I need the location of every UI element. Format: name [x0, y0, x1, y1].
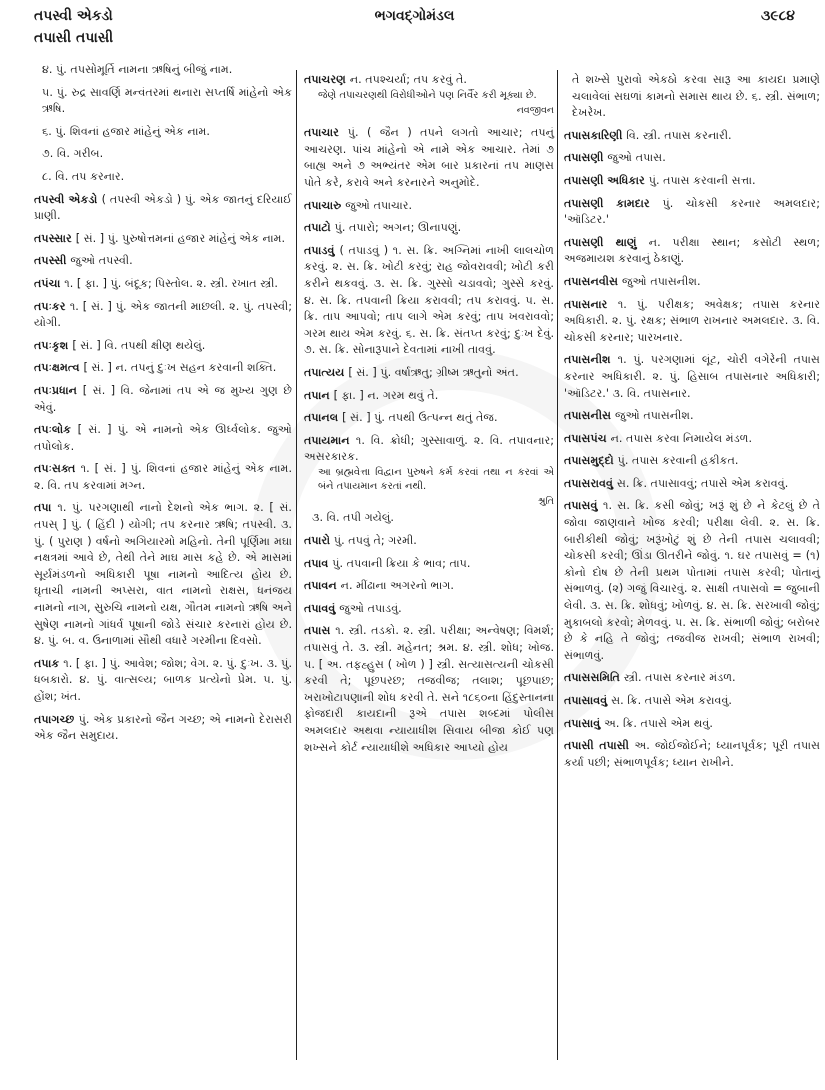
entry-definition: [ સં. ] પું. તપથી ઉત્પન્ન થતું તેજ.: [342, 411, 498, 425]
entry-headword: તપા: [34, 501, 58, 515]
entry-headword: તપાસનવીસ: [564, 274, 622, 288]
entry-definition: પું. તપારો; અગન; ઊનાપણું.: [334, 221, 462, 235]
entry-definition: [ સં. ] વિ. તપથી ક્ષીણ થયેલું.: [72, 338, 206, 352]
dictionary-entry: [564, 738, 820, 771]
entry-headword: તપારો: [304, 534, 334, 548]
entry-quote: જેણે તપાચરણથી વિરોધીઓને પણ નિર્વૈર કરી મૂક્યા છે.: [318, 89, 537, 101]
dictionary-entry: [34, 656, 292, 706]
dictionary-entry: [564, 196, 820, 229]
dictionary-entry: [304, 623, 554, 756]
dictionary-entry: [304, 410, 554, 427]
entry-definition: જુઓ તપાસનીશ.: [614, 409, 694, 423]
entry-definition: જુઓ તપાડવું.: [339, 601, 402, 615]
entry-definition: પું. તપાસ કરવાની સત્તા.: [648, 173, 756, 187]
column-divider: [296, 70, 297, 1060]
entry-headword: તપાસી તપાસી: [564, 739, 635, 753]
dictionary-entry: [304, 243, 554, 359]
entry-definition: [ સં. ] પું. પુરુષોત્તમનાં હજાર માંહેનું એક નામ.: [75, 231, 286, 245]
entry-definition: ૪. પું. તપસોમૂર્તિ નામના ઋષિનું બીજું નામ.: [42, 63, 233, 76]
entry-headword: તપાટો: [304, 221, 335, 235]
dictionary-entry: [34, 360, 292, 377]
entry-definition: ન. પરીક્ષા સ્થાન; કસોટી સ્થળ; અજમાયશ કરવાનું ઠેકાણું.: [564, 235, 820, 266]
entry-headword: તપાસનીસ: [564, 409, 615, 423]
entry-definition: પું. તપવું તે; ગરમી.: [333, 534, 417, 548]
dictionary-entry: [304, 433, 554, 527]
entry-headword: તપાસનાર: [564, 297, 618, 311]
entry-headword: તપાચાર: [304, 126, 348, 140]
entry-definition: ૭. વિ. ગરીબ.: [42, 147, 104, 161]
dictionary-entry: [34, 124, 292, 141]
dictionary-entry: [34, 62, 292, 79]
entry-headword: તપસ્સી: [34, 254, 71, 268]
dictionary-entry: [564, 352, 820, 402]
sub-guideword: તપાસી તપાસી: [34, 30, 114, 46]
column-1: [34, 62, 292, 751]
entry-headword: તપાડવું: [304, 243, 340, 257]
entry-definition: ૧. [ સં. ] પું. શિવનાં હજાર માંહેનું એક નામ. ૨. વિ. તપ કરવામાં મગ્ન.: [34, 462, 292, 492]
dictionary-entry: [564, 431, 820, 448]
dictionary-entry: [564, 72, 820, 122]
entry-headword: તપાવ: [304, 556, 333, 570]
entry-headword: તપાસકારિણી: [564, 128, 627, 142]
entry-definition: ૬. પું. શિવનાં હજાર માંહેનું એક નામ.: [42, 124, 210, 138]
entry-headword: તપાત્યય: [304, 365, 349, 379]
entry-headword: તપાસાવવું: [564, 694, 612, 707]
entry-headword: તપાક: [34, 656, 64, 670]
entry-definition: ૧. [ સં. ] પું. એક જાતની માછલી. ૨. પું. તપસ્વી; યોગી.: [34, 299, 293, 330]
entry-definition: જુઓ તપસ્વી.: [70, 254, 133, 268]
dictionary-entry: [564, 408, 820, 425]
entry-definition: તે શખ્સે પુરાવો એકઠો કરવા સારૂ આ કાયદા પ્રમાણે ચલાવેલાં સઘળાં કામનો સમાસ થાય છે. ૬. સ્ત્રી. સંભાળ; દેખરેખ.: [572, 73, 820, 120]
entry-definition: પું. તપવાની ક્રિયા કે ભાવ; તાપ.: [332, 556, 471, 570]
entry-headword: તપઃક્ષમત્વ: [34, 361, 84, 375]
entry-definition: ન. તપશ્ચર્યા; તપ કરવું તે.: [349, 73, 467, 86]
dictionary-entry: [34, 253, 292, 270]
entry-headword: તપાચરણ: [304, 73, 350, 86]
dictionary-entry: [34, 299, 292, 332]
entry-headword: તપાસણી કામદાર: [564, 196, 663, 210]
entry-headword: તપાસણી અધિકાર: [564, 173, 649, 187]
entry-definition: ૮. વિ. તપ કરનાર.: [42, 169, 125, 183]
dictionary-entry: [34, 169, 292, 186]
entry-headword: તપાસપંચ: [564, 431, 611, 445]
entry-definition: ૧. સ્ત્રી. તડકો. ૨. સ્ત્રી. પરીક્ષા; અન્વેષણ; વિમર્શ; તપાસવું તે. ૩. સ્ત્રી. મહેનત; શ્રમ. ૪. સ્ત્રી. શોધ; ખોજ. ૫. [ અ. તફહ્હુસ ( ખોળ ) ] સ્ત્રી. સત્યાસત્યની ચોકસી કરવી તે; પૂછપરછ; તજવીજ; તલાશ; પૂછપાછ; ખરાખોટાપણાની શોધ કરવી તે. સને ૧૮૬૦ના હિંદુસ્તાનના ફોજદારી કાયદાની રૂએ તપાસ શબ્દમાં પોલીસ અમલદાર અથવા ન્યાયાધીશ સિવાય બીજા કોઈ પણ શખ્સને કોર્ટ ન્યાયાધીશે અધિકાર આપ્યો હોય: [304, 624, 554, 754]
dictionary-entry: [304, 365, 554, 382]
dictionary-entry: [564, 498, 820, 664]
dictionary-entry: [564, 173, 820, 190]
entry-definition: ન. મીંઢાના અગરનો ભાગ.: [340, 579, 454, 593]
dictionary-entry: [564, 274, 820, 291]
entry-definition: ૩. વિ. તપી ગયેલું.: [312, 511, 394, 525]
dictionary-entry: [34, 461, 292, 494]
entry-headword: તપાસસમિતિ: [564, 671, 624, 685]
dictionary-entry: [34, 383, 292, 416]
entry-definition: જુઓ તપાસ.: [607, 151, 666, 165]
column-divider: [557, 70, 558, 1060]
entry-headword: તપઃસક્ત: [34, 462, 81, 476]
dictionary-entry: [304, 388, 554, 405]
dictionary-entry: [304, 533, 554, 550]
page-header: [34, 8, 795, 30]
dictionary-entry: [304, 125, 554, 191]
entry-headword: તપંચા: [34, 276, 65, 290]
entry-definition: પું. ચોકસી કરનાર અમલદાર; 'ઑડિટર.': [564, 196, 820, 227]
entry-headword: તપાસમુદ્દો: [564, 454, 618, 468]
dictionary-entry: [304, 198, 554, 215]
entry-definition: [ ફા. ] ન. ગરમ થવું તે.: [333, 388, 439, 402]
quote-source: નવજીવન: [516, 104, 554, 116]
entry-definition: ૫. પું. રુદ્ર સાવર્ણિ મન્વંતરમાં થનારા સપ્તર્ષિ માંહેનો એક ઋષિ.: [42, 85, 292, 116]
dictionary-entry: [564, 670, 820, 687]
entry-headword: તપાન: [304, 388, 334, 402]
entry-definition: પું. તપાસ કરવાની હકીકત.: [617, 454, 739, 468]
entry-definition: પું. એક પ્રકારનો જૈન ગચ્છ; એ નામનો દેરાસરી એક જૈન સમુદાય.: [34, 712, 292, 743]
dictionary-entry: [564, 476, 820, 493]
dictionary-entry: [34, 146, 292, 163]
entry-headword: તપાનલ: [304, 411, 343, 425]
entry-definition: [ સં. ] ન. તપનું દુઃખ સહન કરવાની શક્તિ.: [83, 361, 277, 375]
entry-definition: ૧. [ ફા. ] પું. બંદૂક; પિસ્તોલ. ૨. સ્ત્રી. રખાત સ્ત્રી.: [64, 276, 278, 290]
dictionary-entry: [564, 716, 820, 733]
dictionary-entry: [34, 500, 292, 649]
entry-headword: તપઃકર: [34, 299, 70, 313]
dictionary-entry: [564, 693, 820, 710]
dictionary-entry: [304, 72, 554, 119]
dictionary-entry: [304, 601, 554, 618]
entry-definition: ૧. વિ. ક્રોધી; ગુસ્સાવાળું. ૨. વિ. તપાવનાર; અસરકારક.: [304, 433, 554, 464]
entry-headword: તપાસ: [304, 624, 336, 638]
dictionary-entry: [34, 712, 292, 745]
dictionary-entry: [34, 338, 292, 355]
dictionary-entry: [34, 422, 292, 455]
entry-headword: તપઃકૃશ: [34, 338, 73, 352]
entry-definition: જુઓ તપાસનીશ.: [621, 274, 701, 288]
entry-definition: [ સં. ] વિ. જેનામાં તપ એ જ મુખ્ય ગુણ છે એવું.: [34, 383, 292, 414]
entry-definition: ન. તપાસ કરવા નિમાયેલ મંડળ.: [610, 431, 753, 445]
entry-definition: [ સં. ] પું. એ નામનો એક ઊર્ધ્વલોક. જુઓ તપોલોક.: [34, 423, 293, 453]
entry-definition: સ્ત્રી. તપાસ કરનાર મંડળ.: [623, 671, 736, 685]
column-3: [564, 72, 820, 777]
entry-quote: આ બ્રહ્મવેત્તા વિદ્વાન પુરુષને કર્મ કરવાં તથા ન કરવાં એ બંને તપાયમાન કરતાં નથી.: [318, 466, 554, 492]
entry-headword: તપાવન: [304, 579, 341, 593]
dictionary-entry: [564, 297, 820, 347]
left-guideword: તપસ્વી એકડો: [34, 8, 113, 24]
entry-headword: તપાસાવું: [564, 716, 605, 730]
column-2: [304, 72, 554, 762]
entry-definition: અ. જોઈજોઈને; ધ્યાનપૂર્વક; પૂરી તપાસ કર્યા પછી; સંભાળપૂર્વક; ધ્યાન રાખીને.: [564, 739, 821, 769]
entry-definition: પું. ( જૈન ) તપને લગતો આચાર; તપનું આચરણ. પાંચ માંહેનો એ નામે એક આચાર. તેમાં ૭ બાહ્ય અને ૭ અભ્યંતર એમ બાર પ્રકારનાં તપ માણસ પોતે કરે, કરાવે અને કરનારને અનુમોદે.: [304, 126, 554, 189]
entry-definition: ૧. પું. પરીક્ષક; અવેક્ષક; તપાસ કરનાર અધિકારી. ૨. પું. રક્ષક; સંભાળ રાખનાર અમલદાર. ૩. વિ. ચોકસી કરનાર; પારખનાર.: [564, 297, 820, 344]
dictionary-entry: [564, 453, 820, 470]
dictionary-entry: [34, 276, 292, 293]
entry-headword: તપસ્વી એકડો: [34, 192, 102, 206]
entry-definition: અ. ક્રિ. તપાસે એમ થવું.: [604, 716, 713, 730]
entry-headword: તપાયમાન: [304, 433, 356, 447]
entry-headword: તપઃલોક: [34, 423, 78, 437]
entry-headword: તપાસનીશ: [564, 353, 618, 367]
entry-definition: સ. ક્રિ. તપાસાવવું; તપાસે એમ કરાવવું.: [616, 476, 789, 490]
entry-headword: તપાગચ્છ: [34, 712, 79, 726]
dictionary-entry: [304, 578, 554, 595]
entry-headword: તપસ્સાર: [34, 231, 76, 245]
dictionary-entry: [34, 192, 292, 225]
entry-definition: ૧. પું. પરગણામાં લૂંટ, ચોરી વગેરેની તપાસ કરનાર અધિકારી. ૨. પું. હિસાબ તપાસનાર અધિકારી; 'ઑડિટર.' ૩. વિ. તપાસનાર.: [564, 353, 820, 400]
dictionary-entry: [34, 231, 292, 248]
entry-definition: ૧. [ ફા. ] પું. આવેશ; જોશ; વેગ. ૨. પું. દુઃખ. ૩. પું. ધબકારો. ૪. પું. વાત્સલ્ય; બાળક પ્રત્યેનો પ્રેમ. ૫. પું. હોંશ; ખંત.: [34, 656, 292, 703]
entry-definition: ૧. સ. ક્રિ. કસી જોવું; ખરૂં શું છે ને કેટલું છે તે જોવા જાણવાને ખોજ કરવી; પરીક્ષા લેવી. ૨. સ. ક્રિ. બારીકીથી જોવું; ખરૂંખોટું શું છે તેની તપાસ ચલાવવી; ચોકસી કરવી; ઊંડા ઊતરીને જોવું. ૧. ઘર તપાસવું = (૧) કોનો દોષ છે તેની પ્રથમ પોતામાં તપાસ કરવી; પોતાનું સંભાળવું. (૨) ગજું વિચારવું. ૨. સાક્ષી તપાસવો = જુબાની લેવી. ૩. સ. ક્રિ. શોધવું; ખોળવું. ૪. સ. ક્રિ. સરખાવી જોવું; મુકાબલો કરવો; મેળવવું. ૫. સ. ક્રિ. સંભાળી જોવું; બરોબર છે કે નહિ તે જોવું; તજવીજ રાખવી; સંભાળ રાખવી; સંભાળવું.: [564, 499, 820, 662]
entry-headword: તપાસણી: [564, 151, 608, 165]
entry-headword: તપાવવું: [304, 601, 340, 615]
entry-headword: તપાસરાવવું: [564, 476, 617, 490]
entry-definition: ( તપાડવું ) ૧. સ. ક્રિ. અગ્નિમાં નાખી લાલચોળ કરવું. ૨. સ. ક્રિ. ખોટી કરવું; રાહ જોવરાવવી; ખોટી કરી કરીને થકવવું. ૩. સ. ક્રિ. ગુસ્સો ચડાવવો; ગુસ્સે કરવું. ૪. સ. ક્રિ. તપવાની ક્રિયા કરાવવી; તપ કરાવવું. ૫. સ. ક્રિ. તાપ આપવો; તાપ લાગે એમ કરવું; તાપ ખવરાવવો; ગરમ થાય એમ કરવું. ૬. સ. ક્રિ. સંતપ્ત કરવું; દુઃખ દેવું. ૭. સ. ક્રિ. સોનારૂપાને દેવતામાં નાખી તાવવું.: [304, 243, 554, 357]
entry-definition: [ સં. ] પું. વર્ષાઋતુ; ગ્રીષ્મ ઋતુનો અંત.: [348, 365, 519, 379]
entry-definition: વિ. સ્ત્રી. તપાસ કરનારી.: [626, 128, 732, 142]
dictionary-entry: [34, 85, 292, 118]
dictionary-entry: [564, 150, 820, 167]
quote-source: શ્રુતિ: [537, 495, 554, 507]
entry-definition: સ. ક્રિ. તપાસે એમ કરાવવું.: [611, 694, 732, 707]
dictionary-entry: [304, 556, 554, 573]
entry-headword: તપાસણી થાણું: [564, 235, 649, 249]
entry-headword: તપઃપ્રધાન: [34, 383, 83, 397]
entry-headword: તપાસવું: [564, 499, 604, 513]
entry-definition: ( તપસ્વી એકડો ) પું. એક જાતનું દરિયાઈ પ્રાણી.: [34, 192, 292, 223]
page-number: ૩૯૮૪: [761, 8, 795, 24]
entry-definition: જુઓ તપાચાર.: [345, 198, 413, 212]
entry-definition: ૧. પું. પરગણાથી નાનો દેશનો એક ભાગ. ૨. [ સં. તપસ્ ] પું. ( હિંદી ) યોગી; તપ કરનાર ઋષિ; તપસ્વી. ૩. પું. ( પુરાણ ) વર્ષનો અગિયારમો મહિનો. તેની પૂર્ણિમા મઘા નક્ષત્રમાં આવે છે, તેથી તેને માઘ માસ કહે છે. એ માસમાં સૂર્યમંડળનો અધિકારી પૂષા નામનો આદિત્ય હોય છે. ઘૃતાચી નામની અપ્સરા, વાત નામનો રાક્ષસ, ધનંજય નામનો નાગ, સુરુચિ નામનો યક્ષ, ગૌતમ નામનો ઋષિ અને સુષેણ નામનો ગાંધર્વ પૂષાની જોડે સંચાર કરનારાં હોય છે. ૪. પું. બ. વ. ઉનાળામાં સૌથી વધારે ગરમીના દિવસો.: [34, 501, 292, 648]
entry-headword: તપાચારુ: [304, 198, 346, 212]
dictionary-entry: [304, 220, 554, 237]
book-title: ભગવદ્ગોમંડલ: [374, 8, 455, 24]
dictionary-entry: [564, 235, 820, 268]
dictionary-entry: [564, 128, 820, 145]
